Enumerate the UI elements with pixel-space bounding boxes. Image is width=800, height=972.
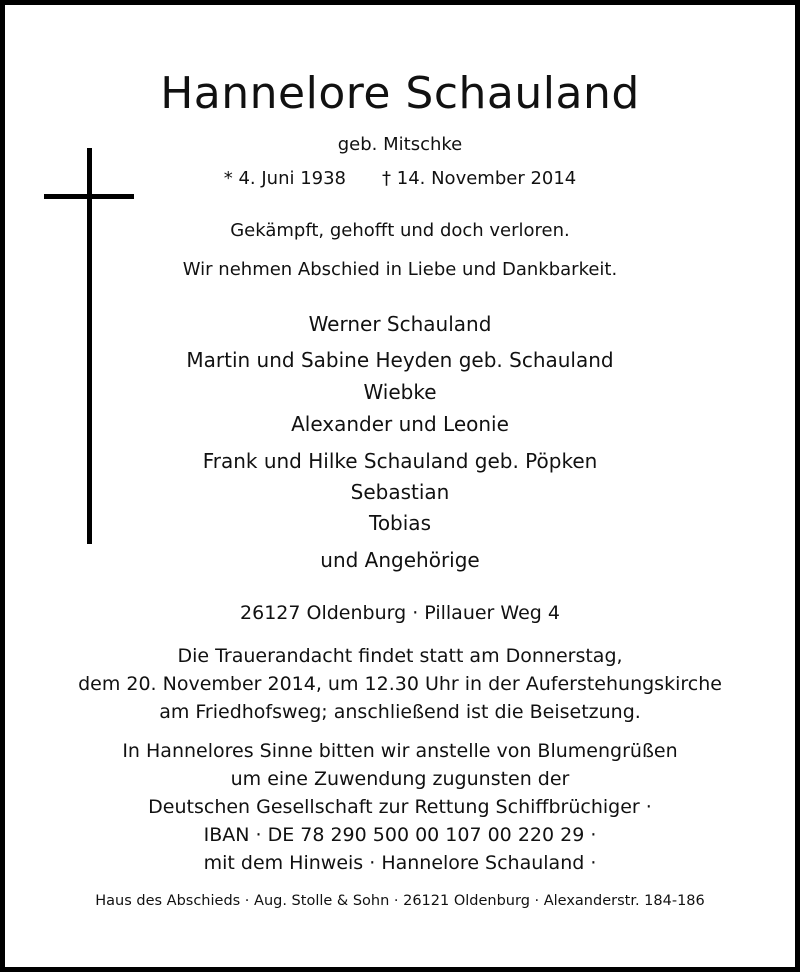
donation-info: Deutschen Gesellschaft zur Rettung Schiffbrüchiger · — [148, 796, 652, 818]
quote-line: Gekämpft, gehofft und doch verloren. — [230, 220, 570, 241]
mourner-name: Frank und Hilke Schauland geb. Pöpken — [202, 449, 598, 473]
service-info: Die Trauerandacht findet statt am Donnerstag, — [177, 645, 623, 667]
mourner-name: Werner Schauland — [308, 312, 492, 336]
mourner-name: Sebastian — [350, 480, 450, 504]
mourner-name: und Angehörige — [320, 548, 480, 572]
service-info: dem 20. November 2014, um 12.30 Uhr in der Auferstehungskirche — [78, 673, 722, 695]
mourner-name: Tobias — [369, 511, 431, 535]
service-info: am Friedhofsweg; anschließend ist die Beisetzung. — [159, 701, 641, 723]
donation-info: mit dem Hinweis · Hannelore Schauland · — [203, 852, 597, 874]
mourner-name: Alexander und Leonie — [291, 412, 509, 436]
mourner-name: Martin und Sabine Heyden geb. Schauland — [186, 348, 614, 372]
donation-info: In Hannelores Sinne bitten wir anstelle von Blumengrüßen — [122, 740, 678, 762]
maiden-name: geb. Mitschke — [337, 134, 463, 155]
mourner-name: Wiebke — [363, 380, 437, 404]
cross-bar — [44, 194, 134, 199]
family-address: 26127 Oldenburg · Pillauer Weg 4 — [240, 602, 560, 624]
life-dates — [0, 170, 800, 188]
birth-date: * 4. Juni 1938 — [223, 168, 347, 189]
donation-info: um eine Zuwendung zugunsten der — [230, 768, 570, 790]
death-date: † 14. November 2014 — [382, 168, 577, 189]
deceased-name: Hannelore Schauland — [160, 68, 640, 119]
quote-line: Wir nehmen Abschied in Liebe und Dankbarkeit. — [182, 259, 618, 280]
donation-iban: IBAN · DE 78 290 500 00 107 00 220 29 · — [203, 824, 597, 846]
funeral-home-footer: Haus des Abschieds · Aug. Stolle & Sohn · 26121 Oldenburg · Alexanderstr. 184-186 — [95, 893, 705, 909]
